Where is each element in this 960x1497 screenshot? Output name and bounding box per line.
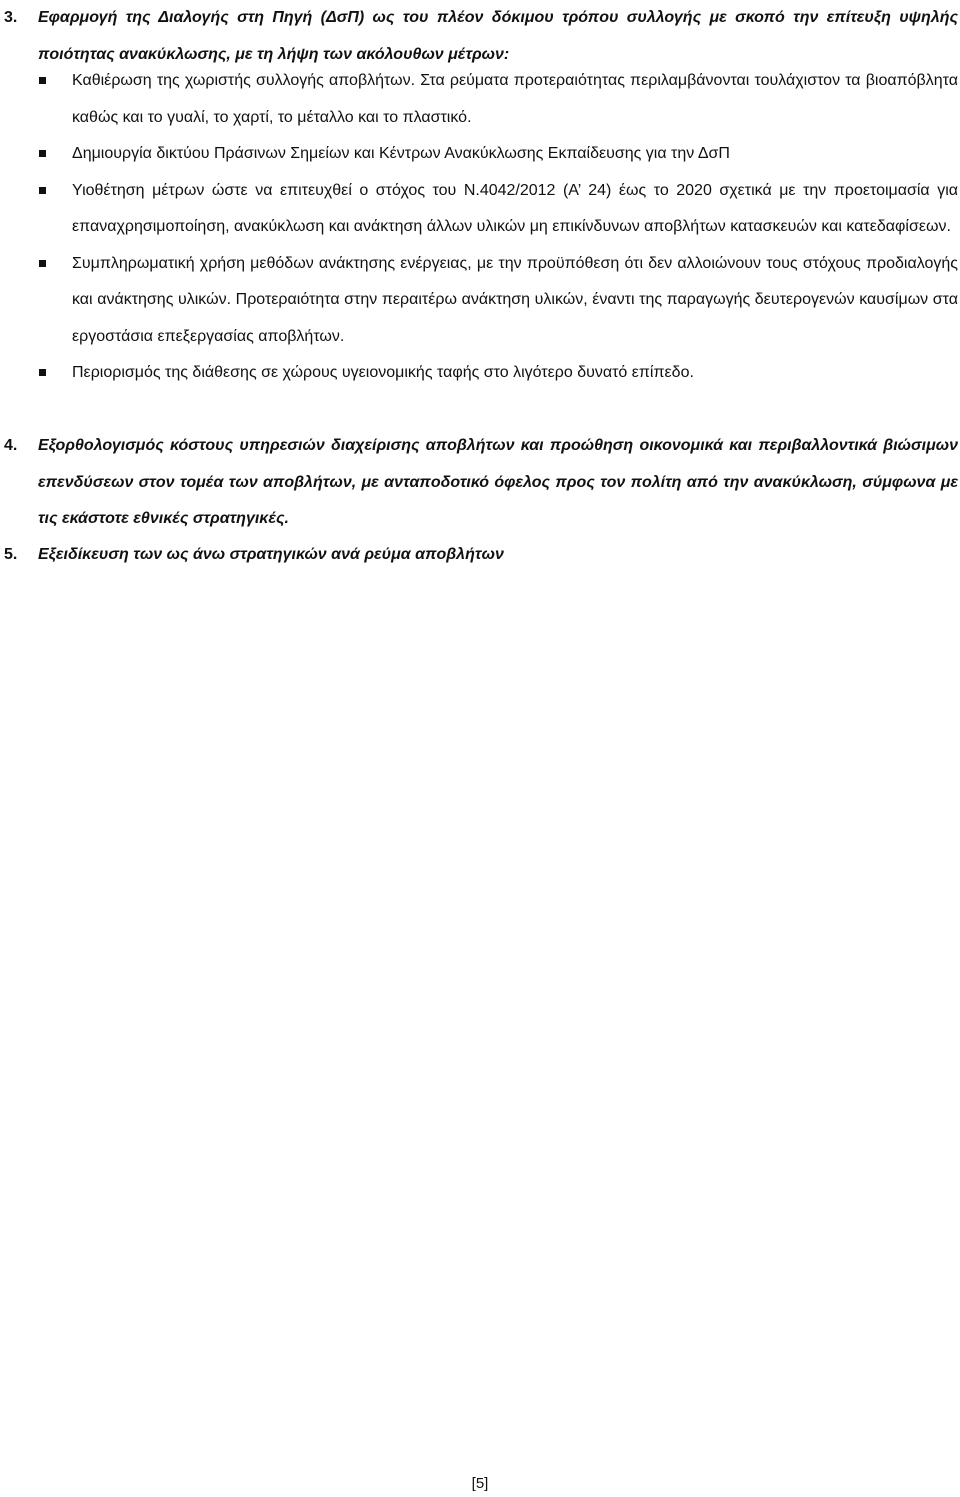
bullet-item bbox=[0, 173, 960, 246]
square-bullet-icon bbox=[39, 187, 46, 194]
bullet-text: Συμπληρωματική χρήση μεθόδων ανάκτησης ενέργειας, με την προϋπόθεση ότι δεν αλλοιώνουν τους στόχους προδιαλογής και ανάκτησης υλικών. Προτεραιότητα στην περαιτέρω ανάκτηση υλικών, έναντι της παραγωγής δευτερογενών καυσίμων στα εργοστάσια επεξεργασίας αποβλήτων. bbox=[72, 254, 958, 345]
square-bullet-icon bbox=[39, 260, 46, 267]
bullet-text: Δημιουργία δικτύου Πράσινων Σημείων και Κέντρων Ανακύκλωσης Εκπαίδευσης για την ΔσΠ bbox=[72, 145, 730, 162]
page-number: [5] bbox=[471, 1475, 489, 1492]
square-bullet-icon bbox=[39, 150, 46, 157]
bullet-text: Καθιέρωση της χωριστής συλλογής αποβλήτων. Στα ρεύματα προτεραιότητας περιλαμβάνονται τουλάχιστον τα βιοαπόβλητα καθώς και το γυαλί, το χαρτί, το μέταλλο και το πλαστικό. bbox=[72, 72, 958, 126]
item-number: 4. bbox=[4, 437, 18, 454]
item-heading: Εξειδίκευση των ως άνω στρατηγικών ανά ρεύμα αποβλήτων bbox=[38, 546, 504, 563]
square-bullet-icon bbox=[39, 77, 46, 84]
square-bullet-icon bbox=[39, 369, 46, 376]
bullet-item bbox=[0, 63, 960, 136]
bullet-text: Περιορισμός της διάθεσης σε χώρους υγειονομικής ταφής στο λιγότερο δυνατό επίπεδο. bbox=[72, 364, 694, 381]
bullet-item bbox=[0, 136, 960, 173]
bullet-list bbox=[0, 63, 960, 392]
item-number: 5. bbox=[4, 546, 18, 563]
item-number: 3. bbox=[4, 9, 18, 26]
bullet-text: Υιοθέτηση μέτρων ώστε να επιτευχθεί ο στόχος του Ν.4042/2012 (Α’ 24) έως το 2020 σχετικά με την προετοιμασία για επαναχρησιμοποίηση, ανακύκλωση και ανάκτηση άλλων υλικών μη επικίνδυνων αποβλήτων κατασκευών και κατεδαφίσεων. bbox=[72, 181, 958, 235]
list-item-5 bbox=[0, 537, 960, 574]
bullet-item bbox=[0, 246, 960, 356]
list-item-4 bbox=[0, 428, 960, 538]
item-heading: Εξορθολογισμός κόστους υπηρεσιών διαχείρισης αποβλήτων και προώθηση οικονομικά και περιβαλλοντικά βιώσιμων επενδύσεων στον τομέα των αποβλήτων, με ανταποδοτικό όφελος προς τον πολίτη από την ανακύκλωση, σύμφωνα με τις εκάστοτε εθνικές στρατηγικές. bbox=[38, 437, 958, 527]
bullet-item bbox=[0, 355, 960, 392]
item-heading: Εφαρμογή της Διαλογής στη Πηγή (ΔσΠ) ως του πλέον δόκιμου τρόπου συλλογής με σκοπό την επίτευξη υψηλής ποιότητας ανακύκλωσης, με τη λήψη των ακόλουθων μέτρων: bbox=[38, 9, 958, 63]
